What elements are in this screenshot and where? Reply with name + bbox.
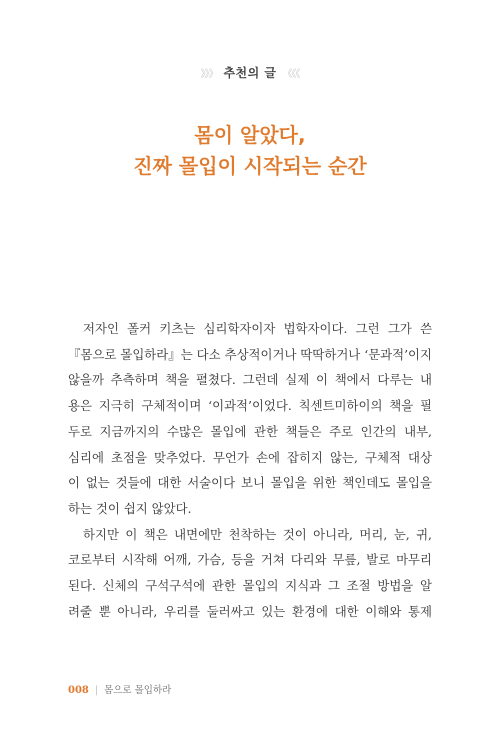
body-text: [68, 316, 432, 624]
chevron-left-decoration-icon: 《《《: [282, 69, 300, 80]
body-line: 된다. 신체의 구석구석에 관한 몰입의 지식과 그 조절 방법을 알: [68, 578, 432, 594]
chapter-title-line-1: 몸이 알았다,: [194, 123, 306, 147]
page-footer: [68, 682, 171, 696]
section-label-text: 추천의 글: [223, 66, 277, 80]
chapter-title-line-2: 진짜 몰입이 시작되는 순간: [133, 154, 367, 178]
body-line: 코로부터 시작해 어깨, 가슴, 등을 거쳐 다리와 무릎, 발로 마무리: [68, 552, 432, 568]
body-line: 려줄 뿐 아니라, 우리를 둘러싸고 있는 환경에 대한 이해와 통제: [68, 603, 432, 619]
running-book-title: 몸으로 몰입하라: [104, 685, 172, 696]
body-line: 심리에 초점을 맞추었다. 무언가 손에 잡히지 않는, 구체적 대상: [68, 449, 432, 465]
body-line: 용은 지극히 구체적이며 ‘이과적’이었다. 칙센트미하이의 책을 필: [68, 398, 432, 414]
chevron-right-decoration-icon: 》》》: [200, 69, 218, 80]
body-line: 하지만 이 책은 내면에만 천착하는 것이 아니라, 머리, 눈, 귀,: [83, 526, 432, 542]
body-line: 저자인 폴커 키츠는 심리학자이자 법학자이다. 그런 그가 쓴: [83, 321, 432, 336]
chapter-title: [0, 120, 500, 182]
footer-separator: |: [94, 685, 99, 696]
body-line: 『몸으로 몰입하라』는 다소 추상적이거나 딱딱하거나 ‘문과적’이지: [68, 346, 432, 362]
body-line: 이 없는 것들에 대한 서술이다 보니 몰입을 위한 책인데도 몰입을: [68, 475, 432, 491]
page-number: 008: [68, 685, 89, 696]
body-line: 하는 것이 쉽지 않았다.: [68, 500, 192, 516]
body-line: 않을까 추측하며 책을 펼쳤다. 그런데 실제 이 책에서 다루는 내: [68, 372, 432, 388]
section-label: [0, 64, 500, 81]
body-line: 두로 지금까지의 수많은 몰입에 관한 책들은 주로 인간의 내부,: [68, 423, 432, 439]
